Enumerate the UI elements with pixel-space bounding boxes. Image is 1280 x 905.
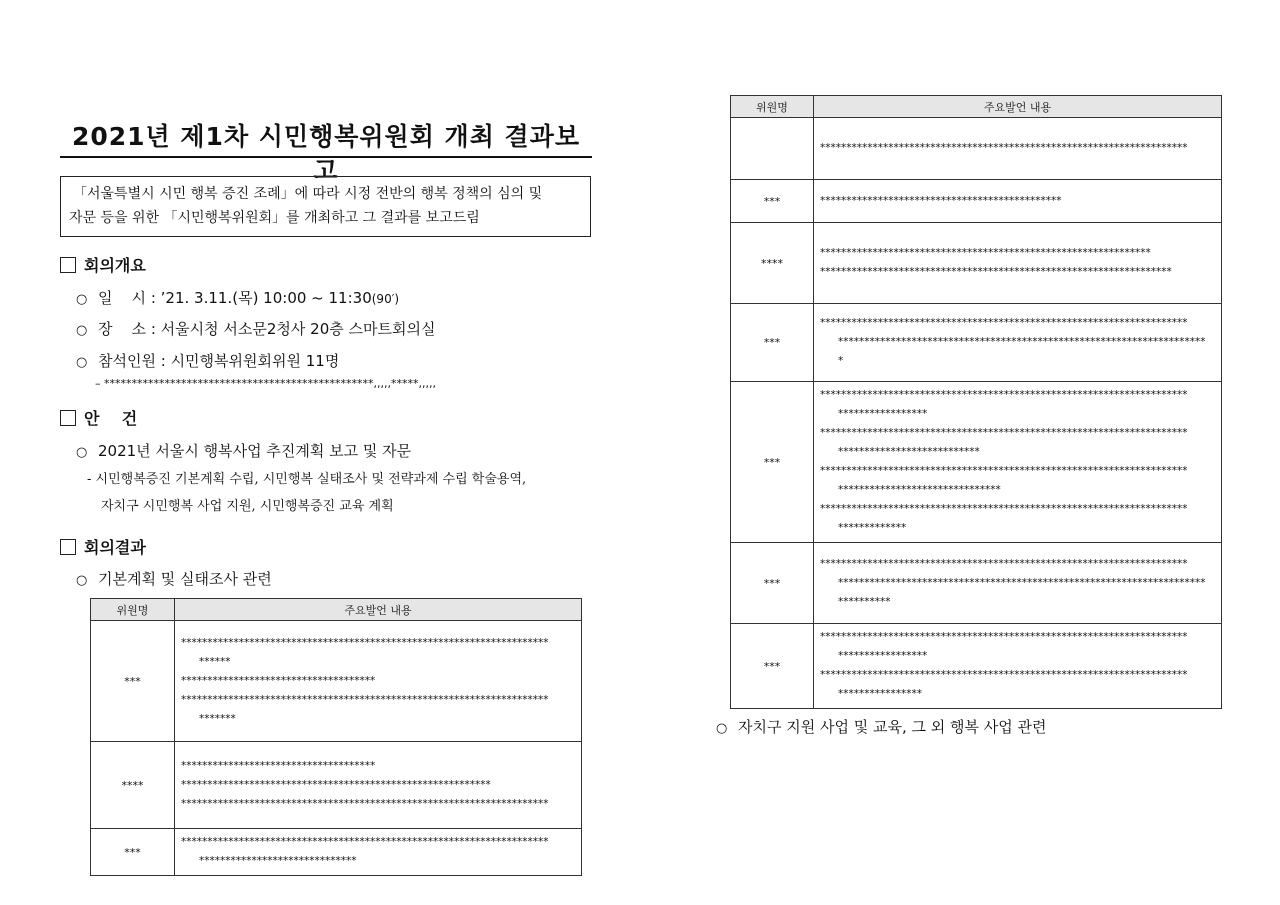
- intro-box: [60, 176, 591, 237]
- circle-bullet-icon: ○: [76, 445, 88, 460]
- member-name-cell: ***: [731, 624, 814, 709]
- checkbox-square-icon: [60, 257, 76, 273]
- remark-line: *****************: [838, 650, 928, 662]
- remarks-cell: [814, 382, 1222, 543]
- remarks-cell: [175, 829, 582, 876]
- remark-line: *******************************************************************: [820, 266, 1172, 278]
- member-column-header: 위원명: [731, 96, 814, 118]
- remarks-cell: [814, 543, 1222, 624]
- remark-line: ****************: [838, 688, 922, 700]
- meeting-attendees: ○ 참석인원 : 시민행복위원회위원 11명: [76, 352, 340, 370]
- remarks-column-header: 주요발언 내용: [814, 96, 1222, 118]
- remark-line: *************************************: [181, 759, 376, 772]
- remark-line: ***************************: [838, 446, 980, 458]
- remark-line: **********************************************************************: [820, 389, 1188, 401]
- remark-line: **********************************************************************: [820, 503, 1188, 515]
- section-heading-agenda: [60, 406, 137, 429]
- remarks-column-header: 주요발언 내용: [175, 599, 582, 621]
- section-heading-results: [60, 535, 146, 558]
- member-name-cell: ***: [91, 621, 175, 742]
- table-row: [731, 624, 1222, 709]
- intro-line-1: 「서울특별시 시민 행복 증진 조례」에 따라 시정 전반의 행복 정책의 심의 및: [73, 186, 543, 202]
- remark-line: **********************************************: [820, 194, 1062, 207]
- table-row: [731, 223, 1222, 304]
- remark-line: ******: [199, 655, 231, 668]
- remark-line: *******************************: [838, 484, 1001, 496]
- remark-line: ******************************: [199, 855, 357, 867]
- results-item-2: ○ 자치구 지원 사업 및 교육, 그 외 행복 사업 관련: [716, 718, 1047, 736]
- remark-line: **********************************************************************: [820, 317, 1188, 329]
- remarks-cell: [814, 304, 1222, 382]
- remark-line: **********************************************************************: [838, 576, 1206, 589]
- section-title: 회의결과: [84, 538, 146, 557]
- agenda-detail-1: - 시민행복증진 기본계획 수립, 시민행복 실태조사 및 전략과제 수립 학술용역,: [87, 472, 527, 487]
- remarks-cell: [814, 624, 1222, 709]
- remark-line: **********************************************************************: [820, 557, 1188, 570]
- agenda-detail-2: 자치구 시민행복 사업 지원, 시민행복증진 교육 계획: [101, 499, 394, 514]
- member-column-header: 위원명: [91, 599, 175, 621]
- remark-line: **********************************************************************: [181, 836, 549, 848]
- member-name-cell: ****: [91, 742, 175, 829]
- remark-line: **********************************************************************: [181, 797, 549, 810]
- remarks-cell: [814, 223, 1222, 304]
- table-row: [731, 304, 1222, 382]
- member-name-cell: ***: [731, 382, 814, 543]
- table-row: [731, 543, 1222, 624]
- section-heading-overview: [60, 253, 146, 276]
- remark-line: ***************************************************************: [820, 247, 1151, 259]
- document-title: 2021년 제1차 시민행복위원회 개최 결과보고: [60, 120, 592, 158]
- attendees-detail: – *************************************************,,,,,*****,,,,,: [95, 377, 436, 390]
- remark-line: ***********************************************************: [181, 778, 491, 791]
- table-row: [91, 829, 582, 876]
- remarks-cell: [175, 742, 582, 829]
- member-name-cell: ***: [731, 304, 814, 382]
- member-name-cell: ***: [731, 180, 814, 223]
- remark-line: *************: [838, 522, 907, 534]
- remark-line: *: [838, 355, 844, 367]
- member-name-cell: [731, 118, 814, 180]
- circle-bullet-icon: ○: [76, 573, 88, 588]
- table-row: [91, 621, 582, 742]
- remark-line: **********************************************************************: [181, 636, 549, 649]
- table-row: [731, 382, 1222, 543]
- checkbox-square-icon: [60, 539, 76, 555]
- remarks-table-right: [730, 95, 1222, 709]
- remarks-cell: [814, 180, 1222, 223]
- circle-bullet-icon: ○: [76, 323, 88, 338]
- table-row: [91, 742, 582, 829]
- agenda-item: ○ 2021년 서울시 행복사업 추진계획 보고 및 자문: [76, 442, 412, 460]
- circle-bullet-icon: ○: [716, 721, 728, 736]
- remark-line: **********************************************************************: [181, 693, 549, 706]
- table-row: [731, 180, 1222, 223]
- remark-line: **********************************************************************: [820, 465, 1188, 477]
- member-name-cell: ****: [731, 223, 814, 304]
- section-title: 회의개요: [84, 256, 146, 275]
- circle-bullet-icon: ○: [76, 355, 88, 370]
- checkbox-square-icon: [60, 410, 76, 426]
- remark-line: *************************************: [181, 674, 376, 687]
- section-title: 안 건: [84, 409, 138, 428]
- meeting-date: ○ 일 시 : ’21. 3.11.(목) 10:00 ~ 11:30(90′): [76, 289, 400, 307]
- member-name-cell: ***: [731, 543, 814, 624]
- remarks-cell: [175, 621, 582, 742]
- intro-line-2: 자문 등을 위한 「시민행복위원회」를 개최하고 그 결과를 보고드림: [69, 210, 480, 226]
- remark-line: **********: [838, 595, 891, 608]
- remark-line: **********************************************************************: [820, 142, 1188, 154]
- remarks-cell: [814, 118, 1222, 180]
- remark-line: **********************************************************************: [820, 427, 1188, 439]
- table-row: [731, 118, 1222, 180]
- meeting-place: ○ 장 소 : 서울시청 서소문2청사 20층 스마트회의실: [76, 320, 436, 338]
- remarks-table-left: [90, 598, 582, 876]
- remark-line: **********************************************************************: [820, 631, 1188, 643]
- remark-line: **********************************************************************: [820, 669, 1188, 681]
- remark-line: **********************************************************************: [838, 336, 1206, 348]
- remark-line: *****************: [838, 408, 928, 420]
- remark-line: *******: [199, 712, 236, 725]
- circle-bullet-icon: ○: [76, 292, 88, 307]
- results-item-1: ○ 기본계획 및 실태조사 관련: [76, 570, 272, 588]
- member-name-cell: ***: [91, 829, 175, 876]
